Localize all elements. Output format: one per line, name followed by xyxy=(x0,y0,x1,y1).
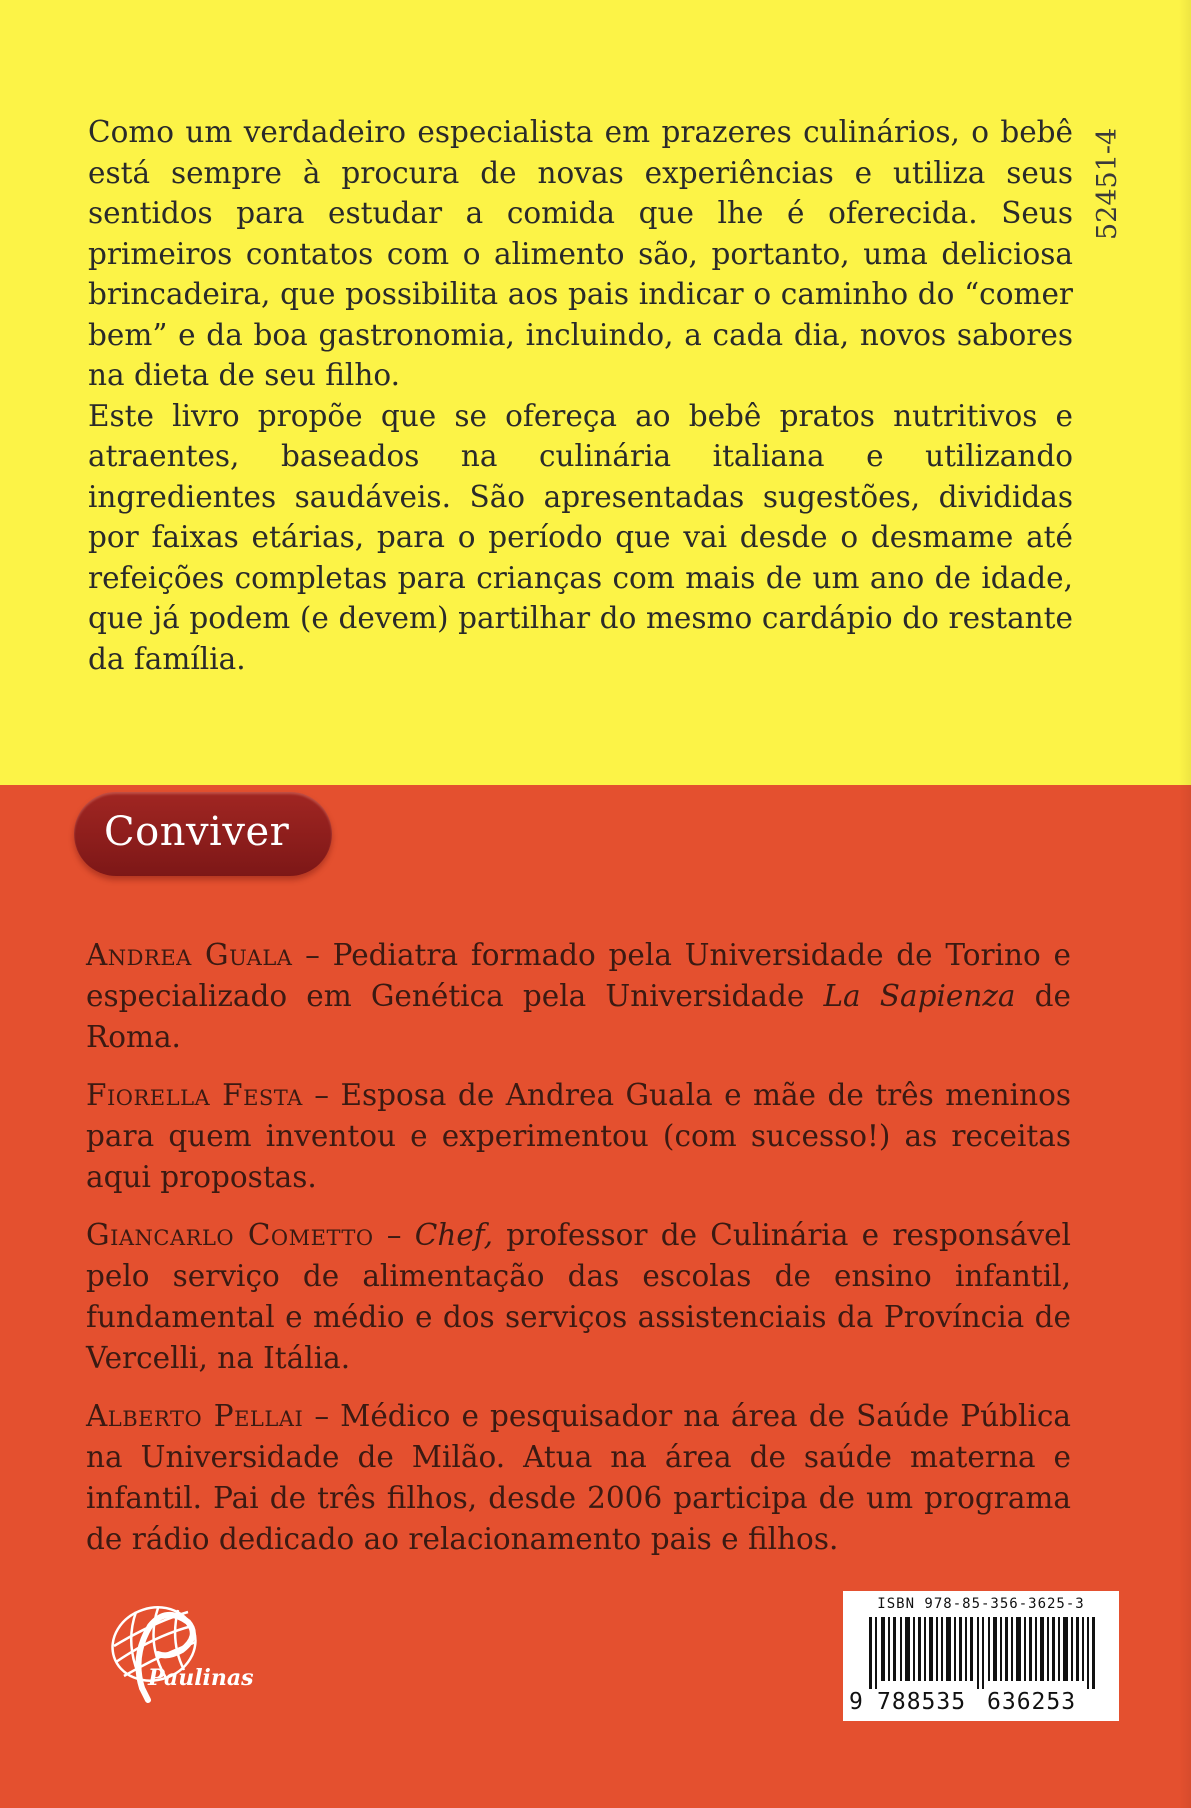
book-blurb xyxy=(88,112,1073,679)
author-bio-text: Esposa de Andrea Guala e mãe de três meninos para quem inventou e experimentou (com sucesso!) as receitas aqui propostas. xyxy=(86,1078,1071,1194)
publisher-name: Paulinas xyxy=(148,1665,254,1691)
author-name: Alberto Pellai xyxy=(86,1399,304,1433)
author-bio-text: de Roma. xyxy=(86,979,1071,1054)
author-bio-text: Pediatra formado pela Universidade de Torino e especializado em Genética pela Universidade xyxy=(86,938,1071,1013)
isbn-barcode xyxy=(843,1591,1119,1721)
author-bio: Fiorella Festa – Esposa de Andrea Guala e mãe de três meninos para quem inventou e experimentou (com sucesso!) as receitas aqui propostas. xyxy=(86,1078,1071,1194)
isbn-digit-first: 9 xyxy=(849,1689,864,1715)
author-bio: Alberto Pellai – Médico e pesquisador na área de Saúde Pública na Universidade de Milão. Atua na área de saúde materna e infantil. Pai de três filhos, desde 2006 participa de um programa de rádio dedicado ao relacionamento pais e filhos. xyxy=(86,1399,1071,1556)
author-name: Giancarlo Cometto xyxy=(86,1218,374,1252)
author-name: Andrea Guala xyxy=(86,938,293,972)
spine-shadow xyxy=(1179,0,1191,1808)
author-bio: Giancarlo Cometto – Chef, professor de Culinária e responsável pelo serviço de alimentação das escolas de ensino infantil, fundamental e médio e dos serviços assistenciais da Província de Vercelli, na Itália. xyxy=(86,1218,1071,1375)
author-bio-italic: Chef, xyxy=(414,1218,494,1252)
author-bios xyxy=(86,935,1071,1577)
blurb-paragraph-2: Este livro propõe que se ofereça ao bebê pratos nutritivos e atraentes, baseados na culinária italiana e utilizando ingredientes saudáveis. São apresentadas sugestões, divididas por faixas etárias, para o período que vai desde o desmame até refeições completas para crianças com mais de um ano de idade, que já podem (e devem) partilhar do mesmo cardápio do restante da família. xyxy=(88,398,1073,676)
series-label: Conviver xyxy=(104,809,290,855)
isbn-label: ISBN 978-85-356-3625-3 xyxy=(877,1596,1085,1612)
barcode-bars xyxy=(851,1617,1113,1689)
author-bio-text: professor de Culinária e responsável pelo serviço de alimentação das escolas de ensino infantil, fundamental e médio e dos serviços assistenciais da Província de Vercelli, na Itália. xyxy=(86,1218,1071,1375)
product-code: 52451-4 xyxy=(1092,127,1123,240)
author-bio: Andrea Guala – Pediatra formado pela Universidade de Torino e especializado em Genética pela Universidade La Sapienza de Roma. xyxy=(86,938,1071,1054)
isbn-digit-group-2: 636253 xyxy=(987,1689,1077,1715)
series-badge xyxy=(74,792,332,876)
author-name: Fiorella Festa xyxy=(86,1078,303,1112)
blurb-paragraph-1: Como um verdadeiro especialista em prazeres culinários, o bebê está sempre à procura de novas experiências e utiliza seus sentidos para estudar a comida que lhe é oferecida. Seus primeiros contatos com o alimento são, portanto, uma deliciosa brincadeira, que possibilita aos pais indicar o caminho do “comer bem” e da boa gastronomia, incluindo, a cada dia, novos sabores na dieta de seu filho. xyxy=(88,115,1073,392)
author-bio-italic: La Sapienza xyxy=(823,979,1016,1013)
isbn-digit-group-1: 788535 xyxy=(877,1689,967,1715)
author-bio-text: Médico e pesquisador na área de Saúde Pública na Universidade de Milão. Atua na área de saúde materna e infantil. Pai de três filhos, desde 2006 participa de um programa de rádio dedicado ao relacionamento pais e filhos. xyxy=(86,1399,1071,1556)
